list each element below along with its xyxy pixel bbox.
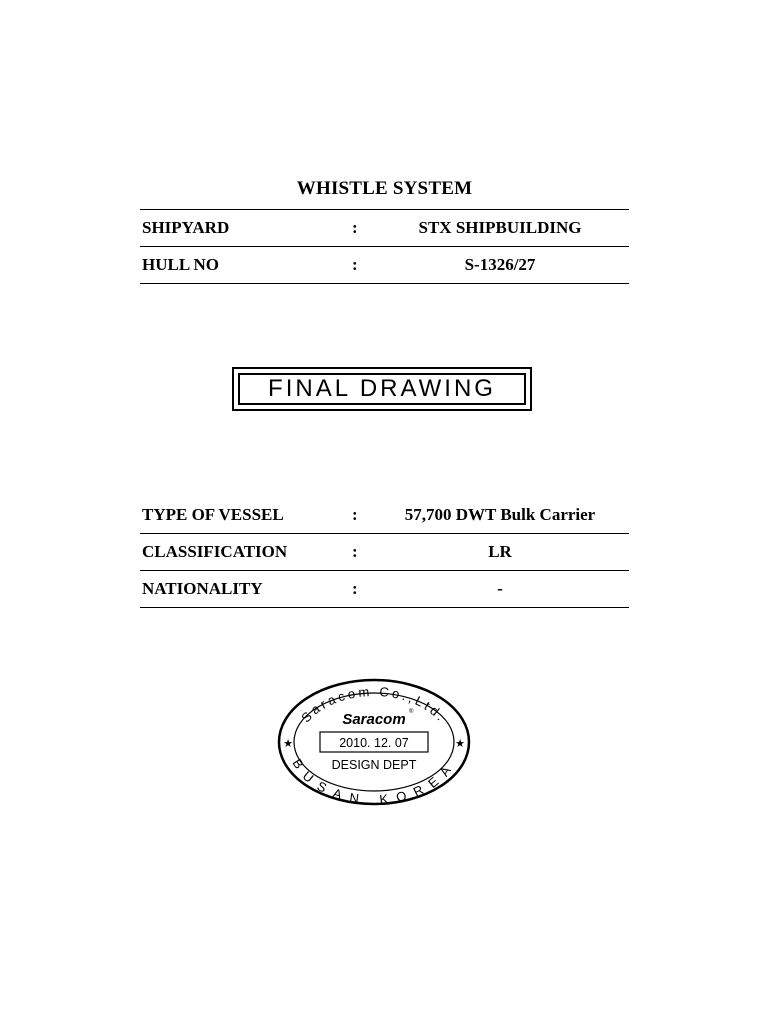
final-drawing-inner-frame	[238, 373, 526, 405]
row-value: STX SHIPBUILDING	[418, 218, 582, 237]
row-colon: :	[352, 579, 358, 598]
company-stamp	[276, 678, 472, 806]
stamp-bottom-text: BUSAN KOREA	[289, 756, 459, 806]
table-row	[140, 497, 629, 534]
table-row	[140, 210, 629, 247]
stamp-top-text: Saracom Co.,Ltd.	[298, 683, 451, 726]
stamp-date: 2010. 12. 07	[339, 736, 409, 750]
row-label: SHIPYARD	[142, 218, 230, 237]
registered-mark: ®	[409, 709, 414, 715]
row-colon: :	[352, 542, 358, 561]
stamp-brand-logo: Saracom	[342, 711, 406, 728]
stamp-dept: DESIGN DEPT	[331, 758, 417, 772]
row-label: TYPE OF VESSEL	[142, 505, 284, 524]
row-value: LR	[488, 542, 512, 561]
final-drawing-label: FINAL DRAWING	[268, 375, 496, 402]
document-title: WHISTLE SYSTEM	[296, 178, 473, 199]
row-colon: :	[352, 218, 358, 237]
table-row	[140, 571, 629, 608]
star-right-icon: ★	[455, 737, 465, 750]
table-row	[140, 534, 629, 571]
row-value: 57,700 DWT Bulk Carrier	[404, 505, 596, 524]
star-left-icon: ★	[283, 737, 293, 750]
row-label: NATIONALITY	[142, 579, 263, 598]
row-label: CLASSIFICATION	[142, 542, 288, 561]
row-colon: :	[352, 505, 358, 524]
row-label: HULL NO	[142, 255, 219, 274]
row-value: S-1326/27	[464, 255, 536, 274]
shipyard-info-table	[140, 209, 629, 284]
table-row	[140, 247, 629, 284]
row-colon: :	[352, 255, 358, 274]
row-value: -	[497, 579, 503, 598]
final-drawing-box	[232, 367, 532, 411]
vessel-info-table	[140, 497, 629, 608]
